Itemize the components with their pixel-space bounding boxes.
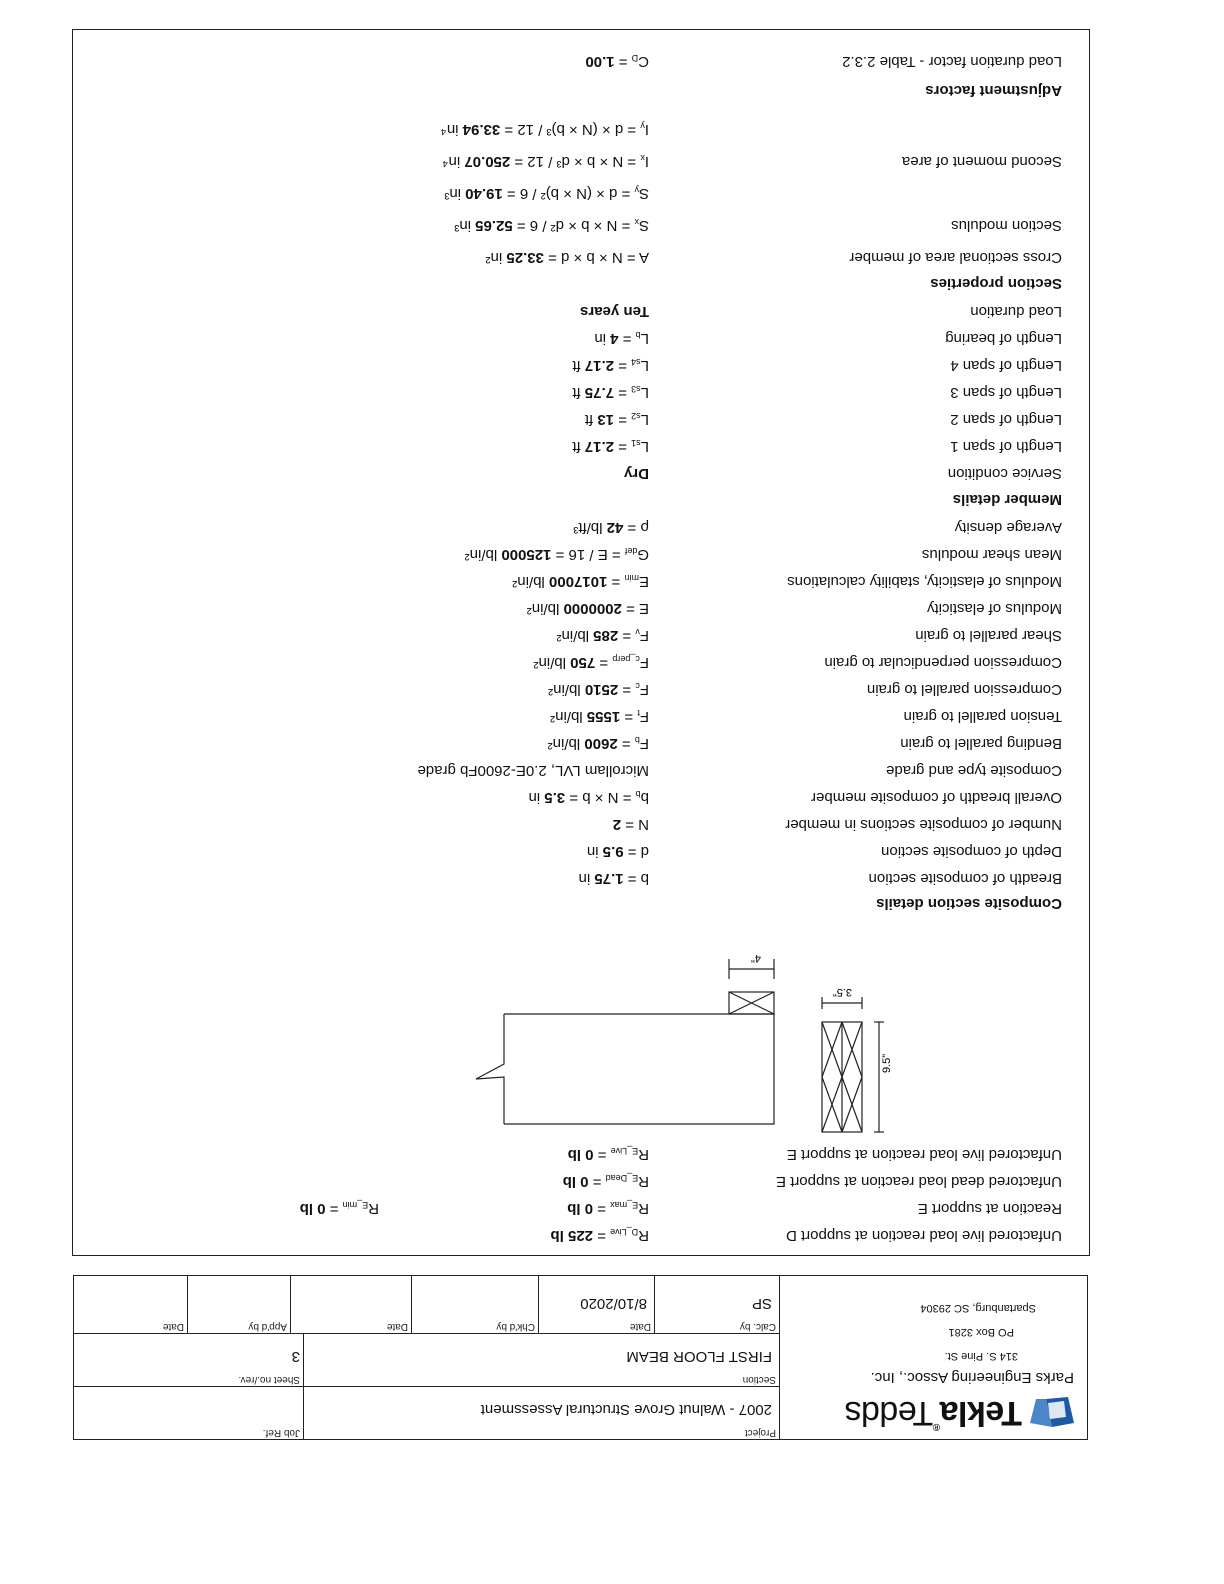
date-value-1: 8/10/2020 (580, 1295, 647, 1312)
section-label: Section (742, 1374, 776, 1385)
depth-dimension-label: 9.5" (881, 1053, 893, 1073)
logo-text-light: Tedds (844, 1394, 934, 1432)
page-canvas: Tekla®Tedds Parks Engineering Assoc., Inc. 314 S. Pine St. PO Box 3281 Spartanburg, SC 29304 Project 2007 - Walnut Grove Structural Assessment Job Ref. Section FIRST FLOOR BEAM Sheet no./rev. 3 Calc. by SP Date 8/10/2020 Chk'd by Date App'd by Date Unfactored live load reaction at support D $R_{D\_Live} = 225$ lb Reaction at support E $R_{E\_max} = 0$ lb $R_{E\_min} = 0$ lb Unfactored dead load reaction at support E $R_{E\_Dead} = 0$ lb Unfactored live load reaction at support E $R_{E\_Live} = 0$ lb 9.5" 3.5" 4" Composite section details Breadth of composite section b = 1.75 in Depth of composite section d = 9.5 in Number of composite sections in member N = 2 Overall breadth of composite member $b_b = N \times b = 3.5$ in Composite type and grade Microllam LVL, 2.0E-2600Fb grade Bending parallel to grain $F_b = 2600$ lb/in² Tension parallel to grain $F_t = 1555$ lb/in² Compression parallel to grain $F_c = 2510$ lb/in² Compression perpendicular to grain $F_{c\_perp} = 750$ lb/in² Shear parallel to grain $F_v = 285$ lb/in² Modulus of elasticity E = 2000000 lb/in² Modulus of elasticity, stability calculations $E_{min} = 1017000$ lb/in² Mean shear modulus $G_{def} = E / 16 = 125000$ lb/in² Average density ρ = 42 lb/ft³ Member details Service condition Dry Length of span 1 $L_{s1} = 2.17$ ft Length of span 2 $L_{s2} = 13$ ft Length of span 3 $L_{s3} = 7.75$ ft Length of span 4 $L_{s4} = 2.17$ ft Length of bearing $L_b = 4$ in Load duration Ten years Section properties Cross sectional area of member A = N × b × d = 33.25 in² Section modulus $S_x = N \times b \times d^2 / 6 = 52.65$ in³ $S_y = d \times (N \times b)^2 / 6 = 19.40$ in³ Second moment of area $I_x = N \times b \times d^3 / 12 = 250.07$ in⁴ $I_y = d \times (N \times b)^3 / 12 = 33.94$ in⁴ Adjustment factors Load duration factor - Table 2.3.2 $C_D = 1.00$ (0, 0, 1224, 1584)
width-dimension-label: 3.5" (832, 986, 852, 998)
section-value: FIRST FLOOR BEAM (626, 1348, 772, 1365)
job-ref-label: Job Ref. (262, 1427, 300, 1438)
beam-elevation-diagram (476, 959, 774, 1124)
tekla-logo-icon (1028, 1396, 1076, 1430)
tekla-tedds-logo: Tekla®Tedds (845, 1393, 1076, 1432)
member-details-heading: Member details (952, 491, 1062, 508)
address-line-3: Spartanburg, SC 29304 (920, 1302, 1036, 1314)
chkd-by-label: Chk'd by (496, 1321, 535, 1332)
logo-text-bold: Tekla (940, 1394, 1022, 1432)
project-label: Project (744, 1427, 776, 1438)
sheet-label: Sheet no./rev. (238, 1374, 300, 1385)
adjustment-factors-heading: Adjustment factors (925, 82, 1062, 99)
calc-by-label: Calc. by (739, 1321, 776, 1332)
section-properties-heading: Section properties (930, 275, 1062, 292)
project-value: 2007 - Walnut Grove Structural Assessment (480, 1401, 772, 1418)
sheet-value: 3 (291, 1348, 300, 1365)
date-label-2: Date (386, 1321, 408, 1332)
appd-by-label: App'd by (248, 1321, 287, 1332)
date-label-1: Date (629, 1321, 651, 1332)
address-line-1: 314 S. Pine St. (944, 1350, 1018, 1362)
date-label-3: Date (162, 1321, 184, 1332)
calc-by-value: SP (751, 1295, 772, 1312)
address-line-2: PO Box 3281 (948, 1326, 1014, 1338)
composite-section-heading: Composite section details (876, 895, 1062, 912)
bearing-dimension-label: 4" (750, 952, 761, 964)
company-name: Parks Engineering Assoc., Inc. (870, 1369, 1074, 1386)
section-and-beam-diagram (354, 929, 893, 1139)
